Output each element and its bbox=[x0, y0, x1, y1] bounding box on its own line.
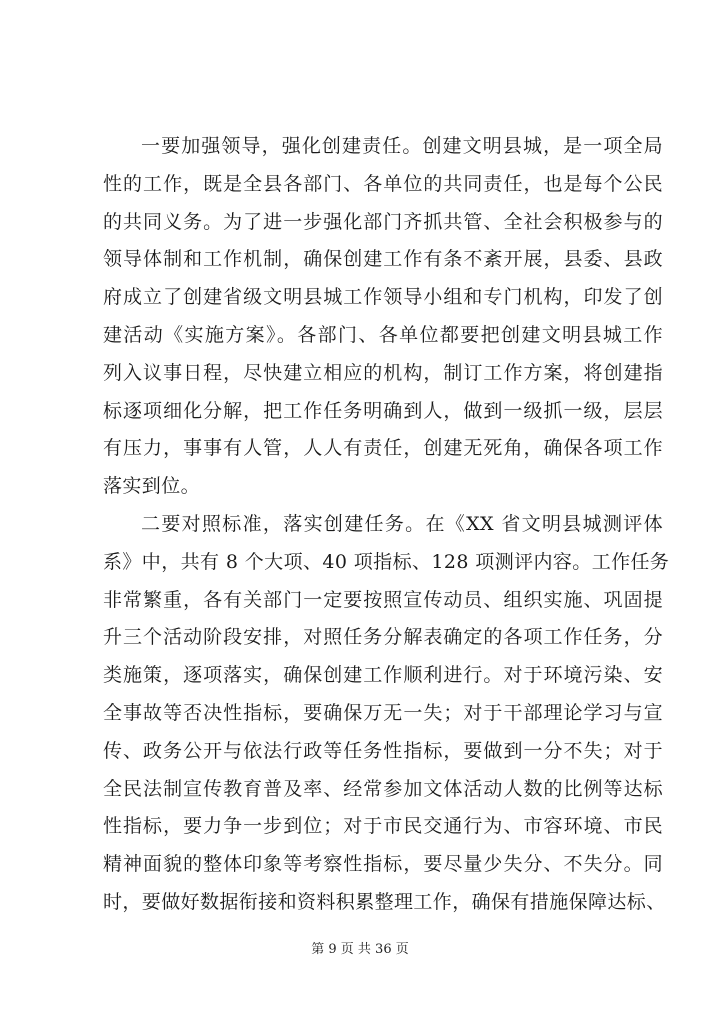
paragraph-2-line: 全事故等否决性指标，要确保万无一失；对于干部理论学习与宣 bbox=[103, 701, 663, 724]
paragraph-1-line: 的共同义务。为了进一步强化部门齐抓共管、全社会积极参与的 bbox=[103, 210, 663, 233]
paragraph-1-line: 性的工作，既是全县各部门、各单位的共同责任，也是每个公民 bbox=[103, 172, 663, 195]
paragraph-2-line: 时，要做好数据衔接和资料积累整理工作，确保有措施保障达标、 bbox=[103, 890, 666, 913]
paragraph-1-line: 列入议事日程，尽快建立相应的机构，制订工作方案，将创建指 bbox=[103, 361, 663, 384]
paragraph-2-line: 二要对照标准，落实创建任务。在《XX 省文明县城测评体 bbox=[141, 512, 663, 535]
page-number-footer: 第 9 页 共 36 页 bbox=[311, 942, 409, 957]
paragraph-1-last-line: 落实到位。 bbox=[103, 475, 201, 498]
paragraph-2-line: 精神面貌的整体印象等考察性指标，要尽量少失分、不失分。同 bbox=[103, 853, 663, 876]
paragraph-2-line: 类施策，逐项落实，确保创建工作顺利进行。对于环境污染、安 bbox=[103, 664, 663, 687]
paragraph-1-line: 标逐项细化分解，把工作任务明确到人，做到一级抓一级，层层 bbox=[103, 399, 663, 422]
paragraph-2-line: 性指标，要力争一步到位；对于市民交通行为、市容环境、市民 bbox=[103, 815, 663, 838]
paragraph-1-line: 有压力，事事有人管，人人有责任，创建无死角，确保各项工作 bbox=[103, 437, 663, 460]
paragraph-2-line: 非常繁重，各有关部门一定要按照宣传动员、组织实施、巩固提 bbox=[103, 588, 663, 611]
paragraph-1-line: 建活动《实施方案》。各部门、各单位都要把创建文明县城工作 bbox=[103, 323, 663, 346]
paragraph-2-line: 升三个活动阶段安排，对照任务分解表确定的各项工作任务，分 bbox=[103, 626, 663, 649]
paragraph-2-line: 全民法制宣传教育普及率、经常参加文体活动人数的比例等达标 bbox=[103, 777, 663, 800]
paragraph-2-line: 传、政务公开与依法行政等任务性指标，要做到一分不失；对于 bbox=[103, 739, 663, 762]
paragraph-2-line: 系》中，共有 8 个大项、40 项指标、128 项测评内容。工作任务 bbox=[103, 550, 670, 573]
paragraph-1-line: 领导体制和工作机制，确保创建工作有条不紊开展，县委、县政 bbox=[103, 248, 663, 271]
paragraph-1-line: 府成立了创建省级文明县城工作领导小组和专门机构，印发了创 bbox=[103, 286, 663, 309]
body-text bbox=[103, 128, 670, 922]
paragraph-1-line: 一要加强领导，强化创建责任。创建文明县城，是一项全局 bbox=[141, 135, 663, 157]
